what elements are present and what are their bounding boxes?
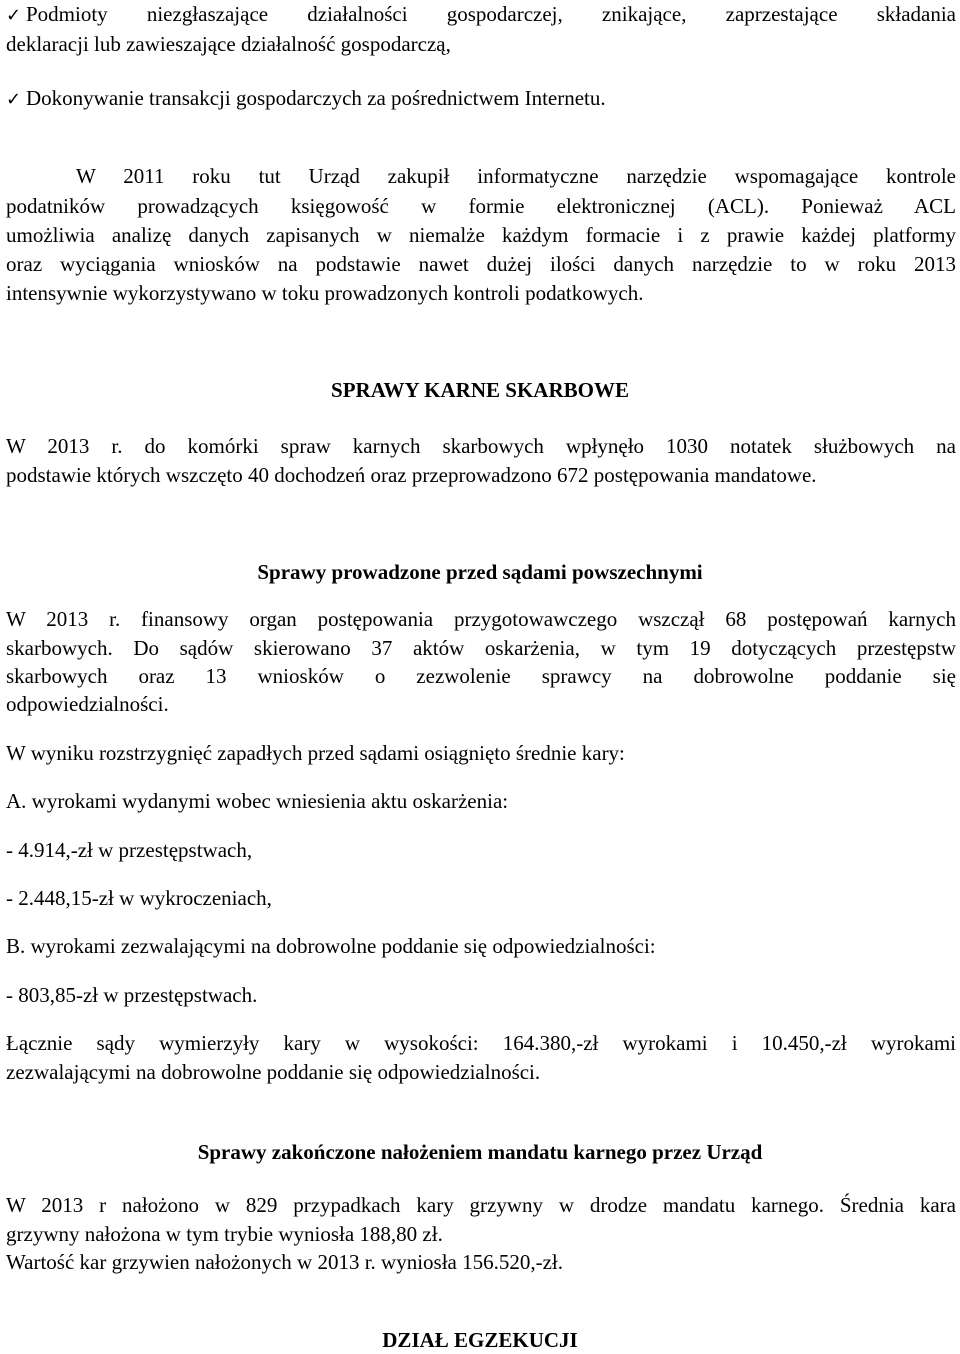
sady-intro: W wyniku rozstrzygnięć zapadłych przed sądami osiągnięto średnie kary:	[6, 741, 625, 765]
section-heading-karne: SPRAWY KARNE SKARBOWE	[331, 378, 629, 402]
bullet-item-1-line-1: ✓ Podmioty niezgłaszające działalności gospodarczej, znikające, zaprzestające składania	[6, 0, 956, 28]
sady-a-item: - 2.448,15-zł w wykroczeniach,	[6, 886, 272, 910]
sady-b-item: - 803,85-zł w przestępstwach.	[6, 983, 258, 1007]
sady-a-label: A. wyrokami wydanymi wobec wniesienia aktu oskarżenia:	[6, 789, 509, 813]
sady-paragraph-line: skarbowych. Do sądów skierowano 37 aktów oskarżenia, w tym 19 dotyczących przestępstw	[6, 636, 956, 660]
acl-paragraph-line: W 2011 roku tut Urząd zakupił informatyczne narzędzie wspomagające kontrole	[76, 164, 956, 188]
section-heading-sady: Sprawy prowadzone przed sądami powszechnymi	[257, 560, 703, 584]
sady-total-line: zezwalającymi na dobrowolne poddanie się odpowiedzialności.	[6, 1060, 541, 1084]
acl-paragraph-line: oraz wyciągania wniosków na podstawie nawet dużej ilości danych narzędzie to w roku 2013	[6, 252, 956, 276]
acl-paragraph-line: intensywnie wykorzystywano w toku prowadzonych kontroli podatkowych.	[6, 281, 644, 305]
karne-paragraph-line: podstawie których wszczęto 40 dochodzeń oraz przeprowadzono 672 postępowania mandatowe.	[6, 463, 817, 487]
sady-b-label: B. wyrokami zezwalającymi na dobrowolne poddanie się odpowiedzialności:	[6, 934, 656, 958]
mandat-paragraph-line: W 2013 r nałożono w 829 przypadkach kary grzywny w drodze mandatu karnego. Średnia kara	[6, 1193, 956, 1217]
sady-paragraph-line: odpowiedzialności.	[6, 692, 169, 716]
mandat-paragraph-line: grzywny nałożona w tym trybie wyniosła 188,80 zł.	[6, 1222, 443, 1246]
acl-paragraph-line: podatników prowadzących księgowość w formie elektronicznej (ACL). Ponieważ ACL	[6, 194, 956, 218]
checkmark-icon: ✓	[6, 89, 22, 110]
section-heading-mandat: Sprawy zakończone nałożeniem mandatu karnego przez Urząd	[197, 1140, 763, 1164]
sady-paragraph-line: skarbowych oraz 13 wniosków o zezwolenie sprawcy na dobrowolne poddanie się	[6, 664, 956, 688]
bullet-item-1-line-2: deklaracji lub zawieszające działalność gospodarczą,	[6, 32, 451, 56]
acl-paragraph-line: umożliwia analizę danych zapisanych w niemalże każdym formacie i z prawie każdej platformy	[6, 223, 956, 247]
karne-paragraph-line: W 2013 r. do komórki spraw karnych skarbowych wpłynęło 1030 notatek służbowych na	[6, 434, 956, 458]
bullet-item-2: ✓ Dokonywanie transakcji gospodarczych za pośrednictwem Internetu.	[6, 84, 956, 112]
section-heading-egzekucja: DZIAŁ EGZEKUCJI	[382, 1328, 578, 1352]
sady-total-line: Łącznie sądy wymierzyły kary w wysokości: 164.380,-zł wyrokami i 10.450,-zł wyrokami	[6, 1031, 956, 1055]
mandat-paragraph-line: Wartość kar grzywien nałożonych w 2013 r. wyniosła 156.520,-zł.	[6, 1250, 564, 1274]
checkmark-icon: ✓	[6, 5, 22, 26]
sady-a-item: - 4.914,-zł w przestępstwach,	[6, 838, 253, 862]
sady-paragraph-line: W 2013 r. finansowy organ postępowania przygotowawczego wszczął 68 postępowań karnych	[6, 607, 956, 631]
